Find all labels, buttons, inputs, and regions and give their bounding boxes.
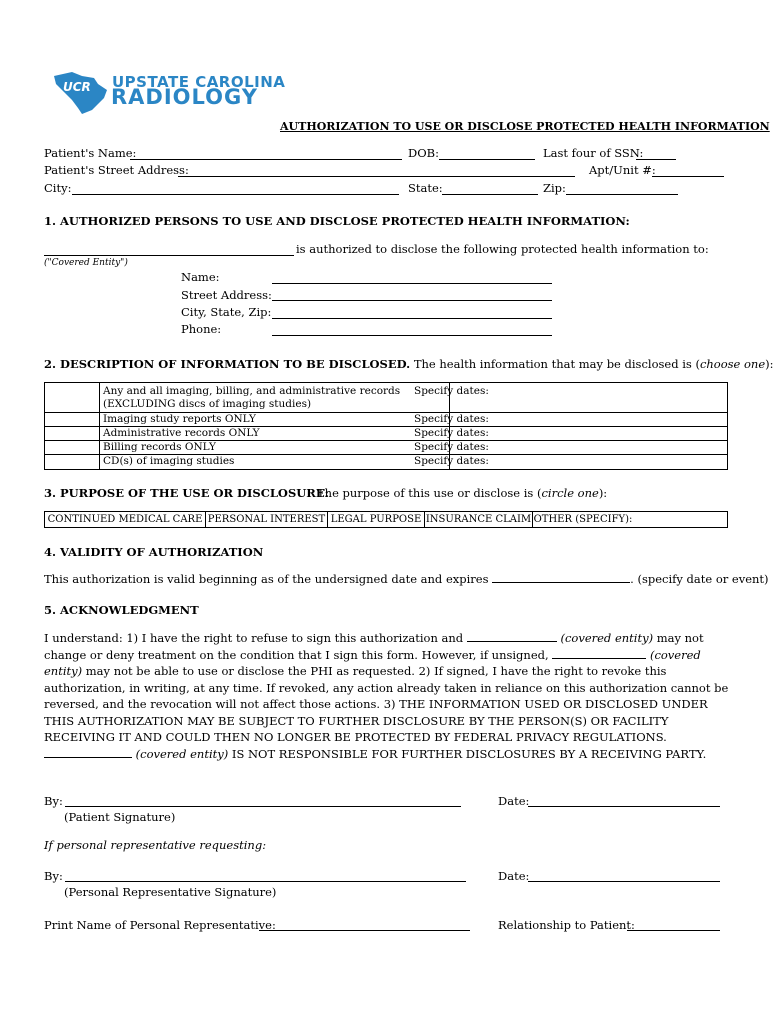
rep-date-field[interactable] [528, 881, 720, 882]
rep-note: If personal representative requesting: [44, 838, 267, 852]
purpose-legal[interactable]: LEGAL PURPOSE [328, 512, 425, 527]
ack-part4: IS NOT RESPONSIBLE FOR FURTHER DISCLOSURES BY A RECEIVING PARTY. [228, 746, 707, 761]
purpose-personal-interest[interactable]: PERSONAL INTEREST [206, 512, 328, 527]
relationship-field[interactable] [627, 930, 720, 931]
covered-entity-blank-1[interactable] [467, 630, 557, 642]
print-name-label: Print Name of Personal Representative: [44, 918, 276, 932]
recipient-phone-field[interactable] [272, 335, 552, 336]
ack-part3: may not be able to use or disclose the PHI as requested. 2) If signed, I have the right to revoke this authorization, in writing, at any time. If revoked, any action already taken in reliance on this authorization cannot be reversed, and the revocation will not affect those actions. 3) THE INFORMATION USED OR DISCLOSED UNDER THIS AUTHORIZATION MAY BE SUBJECT TO FURTHER DISCLOSURE BY THE PERSON(S) OR FACILITY RECEIVING IT AND COULD THEN NO LONGER BE PROTECTED BY FEDERAL PRIVACY REGULATIONS. [44, 664, 729, 744]
section2-intro: The health information that may be disclosed is ( [410, 357, 700, 371]
validity-text-before: This authorization is valid beginning as of the undersigned date and expires [44, 572, 493, 586]
validity-text-after: . (specify date or event) [630, 572, 769, 586]
patient-name-label: Patient's Name: [44, 146, 137, 160]
section1-heading: 1. AUTHORIZED PERSONS TO USE AND DISCLOSE PROTECTED HEALTH INFORMATION: [44, 214, 630, 228]
purpose-other[interactable]: OTHER (SPECIFY): [533, 514, 633, 525]
section2-heading-line [44, 357, 774, 371]
authorized-text: is authorized to disclose the following protected health information to: [296, 242, 709, 256]
dob-label: DOB: [408, 146, 439, 160]
section3-circle: circle one [541, 486, 599, 500]
apt-label: Apt/Unit #: [589, 163, 656, 177]
zip-field[interactable] [566, 194, 678, 195]
specify-dates-2[interactable]: Specify dates: [414, 413, 489, 425]
section3-heading: 3. PURPOSE OF THE USE OR DISCLOSURE: [44, 486, 329, 500]
recipient-city-field[interactable] [272, 318, 552, 319]
rep-by-label: By: [44, 869, 63, 883]
rep-date-label: Date: [498, 869, 530, 883]
street-field[interactable] [178, 176, 575, 177]
section2-heading: 2. DESCRIPTION OF INFORMATION TO BE DISCLOSED. [44, 357, 411, 371]
purpose-insurance[interactable]: INSURANCE CLAIM [425, 514, 532, 525]
recipient-phone-label: Phone: [181, 322, 222, 336]
option-reports: Imaging study reports ONLY [103, 413, 256, 425]
recipient-street-label: Street Address: [181, 288, 272, 302]
section4-text [44, 571, 769, 586]
dob-field[interactable] [439, 159, 535, 160]
patient-name-field[interactable] [130, 159, 402, 160]
recipient-name-label: Name: [181, 270, 220, 284]
option-all-records: Any and all imaging, billing, and administrative records [103, 385, 401, 397]
specify-dates-1[interactable]: Specify dates: [414, 385, 489, 397]
patient-by-label: By: [44, 794, 63, 808]
acknowledgment-paragraph [44, 630, 734, 762]
covered-entity-field[interactable] [44, 255, 294, 256]
section3-intro: The purpose of this use or disclose is ( [317, 486, 542, 500]
recipient-name-field[interactable] [272, 283, 552, 284]
logo-mark: UCR [63, 80, 91, 94]
print-name-field[interactable] [259, 930, 470, 931]
option-cds: CD(s) of imaging studies [103, 455, 235, 467]
specify-dates-3[interactable]: Specify dates: [414, 427, 489, 439]
patient-signature-caption: (Patient Signature) [64, 810, 176, 824]
option-all-records-note: (EXCLUDING discs of imaging studies) [103, 398, 312, 410]
covered-entity-label-3: (covered entity) [135, 746, 229, 761]
state-label: State: [408, 181, 443, 195]
zip-label: Zip: [543, 181, 566, 195]
page-title: AUTHORIZATION TO USE OR DISCLOSE PROTECTED HEALTH INFORMATION [280, 120, 770, 133]
street-label: Patient's Street Address: [44, 163, 189, 177]
covered-entity-note: ("Covered Entity") [44, 258, 128, 268]
patient-date-field[interactable] [528, 806, 720, 807]
ssn-field[interactable] [636, 159, 676, 160]
specify-dates-5[interactable]: Specify dates: [414, 455, 489, 467]
expiration-field[interactable] [492, 571, 630, 583]
section2-close: ): [765, 357, 774, 371]
city-label: City: [44, 181, 72, 195]
ack-part2: may not change or deny treatment on the condition that I sign this form. However, if unsigned, [44, 631, 704, 662]
option-billing: Billing records ONLY [103, 441, 216, 453]
relationship-label: Relationship to Patient: [498, 918, 635, 932]
rep-signature-caption: (Personal Representative Signature) [64, 885, 277, 899]
section2-choose: choose one [699, 357, 766, 371]
recipient-street-field[interactable] [272, 300, 552, 301]
recipient-city-label: City, State, Zip: [181, 305, 272, 319]
ssn-label: Last four of SSN: [543, 146, 644, 160]
city-field[interactable] [72, 194, 399, 195]
patient-signature-field[interactable] [65, 806, 461, 807]
section4-heading: 4. VALIDITY OF AUTHORIZATION [44, 545, 264, 559]
rep-signature-field[interactable] [65, 881, 466, 882]
state-field[interactable] [442, 194, 538, 195]
covered-entity-label-2: (covered entity) [44, 647, 701, 678]
disclosure-table [44, 382, 728, 470]
purpose-medical-care[interactable]: CONTINUED MEDICAL CARE [45, 512, 206, 527]
section3-intro-line [317, 486, 607, 500]
section5-heading: 5. ACKNOWLEDGMENT [44, 603, 199, 617]
logo-line1: UPSTATE CAROLINA [112, 73, 286, 91]
option-admin: Administrative records ONLY [103, 427, 260, 439]
patient-date-label: Date: [498, 794, 530, 808]
specify-dates-4[interactable]: Specify dates: [414, 441, 489, 453]
covered-entity-blank-2[interactable] [552, 647, 646, 659]
purpose-table [44, 511, 728, 528]
apt-field[interactable] [652, 176, 724, 177]
covered-entity-blank-3[interactable] [44, 746, 132, 758]
logo-line2: RADIOLOGY [111, 85, 258, 109]
covered-entity-label-1: (covered entity) [560, 631, 654, 645]
ack-part1: I understand: 1) I have the right to refuse to sign this authorization and [44, 631, 467, 645]
section3-close: ): [598, 486, 608, 500]
